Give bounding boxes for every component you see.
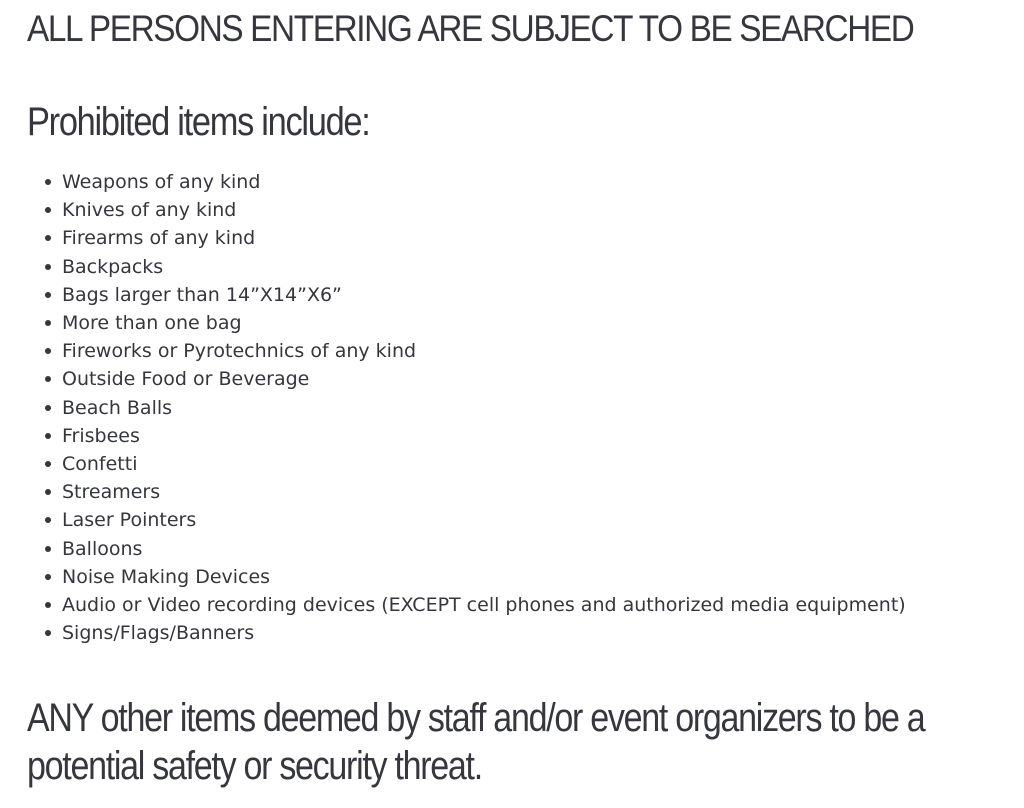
list-item-label: Firearms of any kind bbox=[62, 227, 256, 250]
list-item-label: Outside Food or Beverage bbox=[62, 368, 310, 391]
closing-statement: ANY other items deemed by staff and/or event organizers to be a potential safety or security threat. bbox=[27, 696, 925, 788]
list-item-label: Noise Making Devices bbox=[62, 565, 271, 588]
list-item-label: More than one bag bbox=[62, 312, 242, 335]
list-item-label: Confetti bbox=[62, 453, 138, 476]
list-item bbox=[62, 478, 906, 506]
bullet-icon bbox=[45, 489, 51, 495]
list-item-label: Beach Balls bbox=[62, 396, 173, 419]
bullet-icon bbox=[45, 376, 51, 382]
list-item bbox=[62, 619, 906, 647]
bullet-icon bbox=[45, 292, 51, 298]
bullet-icon bbox=[45, 602, 51, 608]
bullet-icon bbox=[45, 320, 51, 326]
list-item-label: Fireworks or Pyrotechnics of any kind bbox=[62, 340, 417, 363]
list-item-label: Weapons of any kind bbox=[62, 171, 261, 193]
list-item bbox=[62, 591, 906, 619]
list-item-label: Audio or Video recording devices (EXCEPT cell phones and authorized media equipment) bbox=[62, 594, 906, 617]
list-item bbox=[62, 422, 906, 450]
list-item-label: Balloons bbox=[62, 537, 143, 560]
list-item-label: Knives of any kind bbox=[62, 199, 237, 222]
list-item-label: Streamers bbox=[62, 481, 161, 504]
list-item bbox=[62, 506, 906, 534]
list-item bbox=[62, 563, 906, 591]
bullet-icon bbox=[45, 348, 51, 354]
list-item bbox=[62, 309, 906, 337]
list-item bbox=[62, 281, 906, 309]
list-item bbox=[62, 224, 906, 252]
search-notice-heading: ALL PERSONS ENTERING ARE SUBJECT TO BE SEARCHED bbox=[27, 8, 914, 49]
bullet-icon bbox=[45, 405, 51, 411]
prohibited-items-list bbox=[27, 168, 906, 647]
list-item-label: Bags larger than 14”X14”X6” bbox=[62, 283, 342, 306]
list-item bbox=[62, 535, 906, 563]
bullet-icon bbox=[45, 517, 51, 523]
prohibited-items-heading: Prohibited items include: bbox=[27, 100, 370, 144]
bullet-icon bbox=[45, 630, 51, 636]
list-item-label: Frisbees bbox=[62, 424, 140, 447]
bullet-icon bbox=[45, 546, 51, 552]
bullet-icon bbox=[45, 179, 51, 185]
list-item bbox=[62, 450, 906, 478]
list-item bbox=[62, 365, 906, 393]
list-item-label: Signs/Flags/Banners bbox=[62, 622, 255, 645]
list-item-label: Laser Pointers bbox=[62, 509, 197, 532]
list-item bbox=[62, 253, 906, 281]
list-item-label: Backpacks bbox=[62, 255, 164, 278]
list-item bbox=[62, 196, 906, 224]
bullet-icon bbox=[45, 235, 51, 241]
list-item bbox=[62, 168, 906, 196]
list-item bbox=[62, 394, 906, 422]
bullet-icon bbox=[45, 433, 51, 439]
bullet-icon bbox=[45, 574, 51, 580]
bullet-icon bbox=[45, 264, 51, 270]
bullet-icon bbox=[45, 461, 51, 467]
bullet-icon bbox=[45, 207, 51, 213]
list-item bbox=[62, 337, 906, 365]
